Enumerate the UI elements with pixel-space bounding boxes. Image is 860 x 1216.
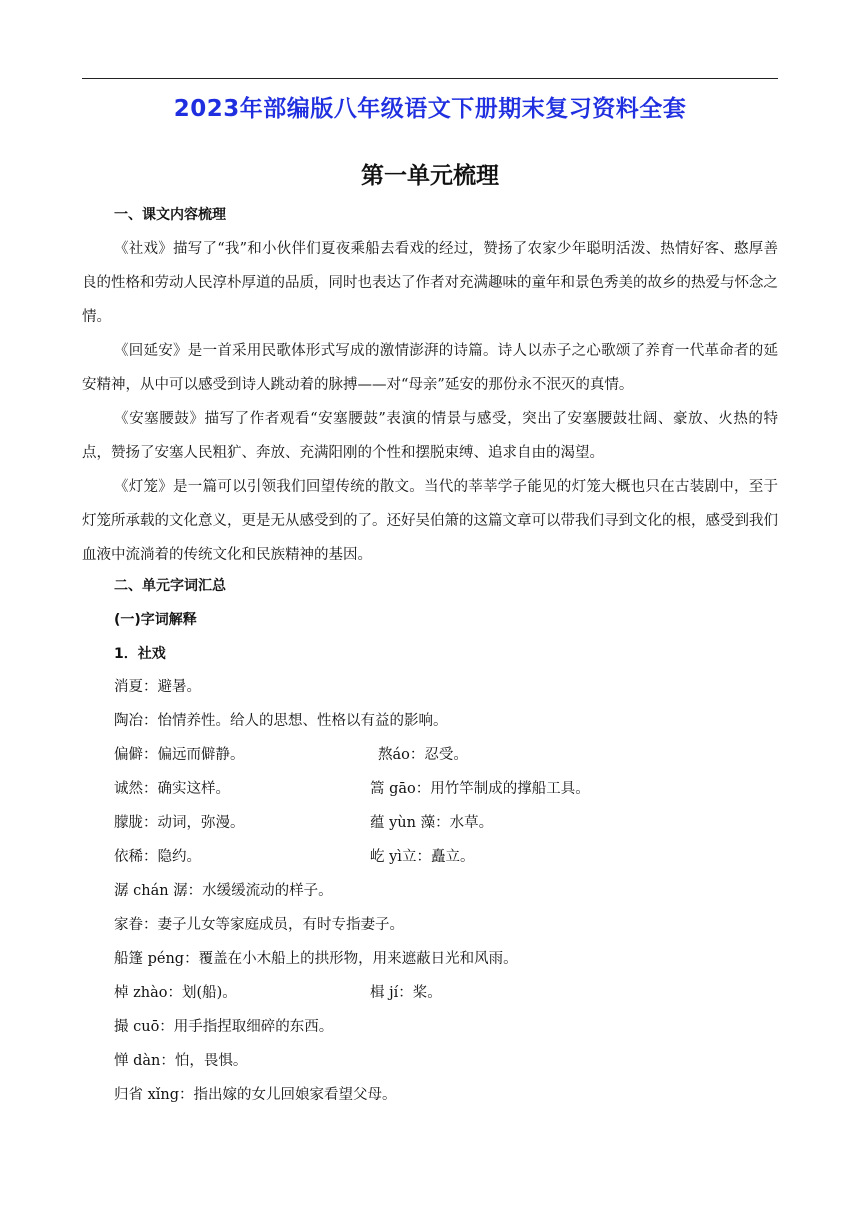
paragraph-denglong: 《灯笼》是一篇可以引领我们回望传统的散文。当代的莘莘学子能见的灯笼大概也只在古装剧中，至于灯笼所承载的文化意义，更是无从感受到的了。还好吴伯箫的这篇文章可以带我们寻到文化的根，感受到我们血液中流淌着的传统文化和民族精神的基因。 [82, 479, 778, 563]
header-rule [82, 78, 778, 79]
vocab-entry: 潺 chán 潺：水缓缓流动的样子。 [114, 883, 333, 899]
vocab-entry: 船篷 péng：覆盖在小木船上的拱形物，用来遮蔽日光和风雨。 [114, 951, 518, 967]
vocab-entry: 楫 jí：桨。 [370, 985, 442, 1001]
paragraph-ansaiyaogu: 《安塞腰鼓》描写了作者观看“安塞腰鼓”表演的情景与感受，突出了安塞腰鼓壮阔、豪放、火热的特点，赞扬了安塞人民粗犷、奔放、充满阳刚的个性和摆脱束缚、追求自由的渴望。 [82, 411, 778, 461]
vocab-entry: 陶冶：怡情养性。给人的思想、性格以有益的影响。 [114, 713, 448, 729]
vocab-entry: 蕴 yùn 藻：水草。 [370, 815, 494, 831]
section-heading-vocab: 二、单元字词汇总 [114, 578, 226, 594]
vocab-entry: 熬áo：忍受。 [378, 747, 468, 763]
vocab-entry: 惮 dàn：怕，畏惧。 [114, 1053, 248, 1069]
unit-title: 第一单元梳理 [361, 163, 499, 189]
vocab-entry: 偏僻：偏远而僻静。 [114, 747, 245, 763]
paragraph-shexi: 《社戏》描写了“我”和小伙伴们夏夜乘船去看戏的经过，赞扬了农家少年聪明活泼、热情好客、憨厚善良的性格和劳动人民淳朴厚道的品质，同时也表达了作者对充满趣味的童年和景色秀美的故乡的热爱与怀念之情。 [82, 241, 778, 325]
paragraph-huiyanan: 《回延安》是一首采用民歌体形式写成的激情澎湃的诗篇。诗人以赤子之心歌颂了养育一代革命者的延安精神，从中可以感受到诗人跳动着的脉搏——对“母亲”延安的那份永不泯灭的真情。 [82, 343, 778, 393]
document-title: 2023年部编版八年级语文下册期末复习资料全套 [173, 96, 687, 122]
vocab-entry: 棹 zhào：划(船)。 [114, 985, 237, 1001]
vocab-entry: 篙 gāo：用竹竿制成的撑船工具。 [370, 781, 590, 797]
vocab-entry: 屹 yì立：矗立。 [370, 849, 475, 865]
vocab-entry: 家眷：妻子儿女等家庭成员，有时专指妻子。 [114, 917, 404, 933]
subheading-explanations: (一)字词解释 [114, 612, 197, 628]
vocab-entry: 诚然：确实这样。 [114, 781, 230, 797]
vocab-entry: 消夏：避暑。 [114, 679, 201, 695]
vocab-entry: 撮 cuō：用手指捏取细碎的东西。 [114, 1019, 334, 1035]
vocab-entry: 朦胧：动词，弥漫。 [114, 815, 245, 831]
lesson-heading-shexi: 1．社戏 [114, 646, 166, 662]
section-heading-content: 一、课文内容梳理 [114, 207, 226, 223]
vocab-entry: 归省 xǐng：指出嫁的女儿回娘家看望父母。 [114, 1087, 397, 1103]
vocab-entry: 依稀：隐约。 [114, 849, 201, 865]
